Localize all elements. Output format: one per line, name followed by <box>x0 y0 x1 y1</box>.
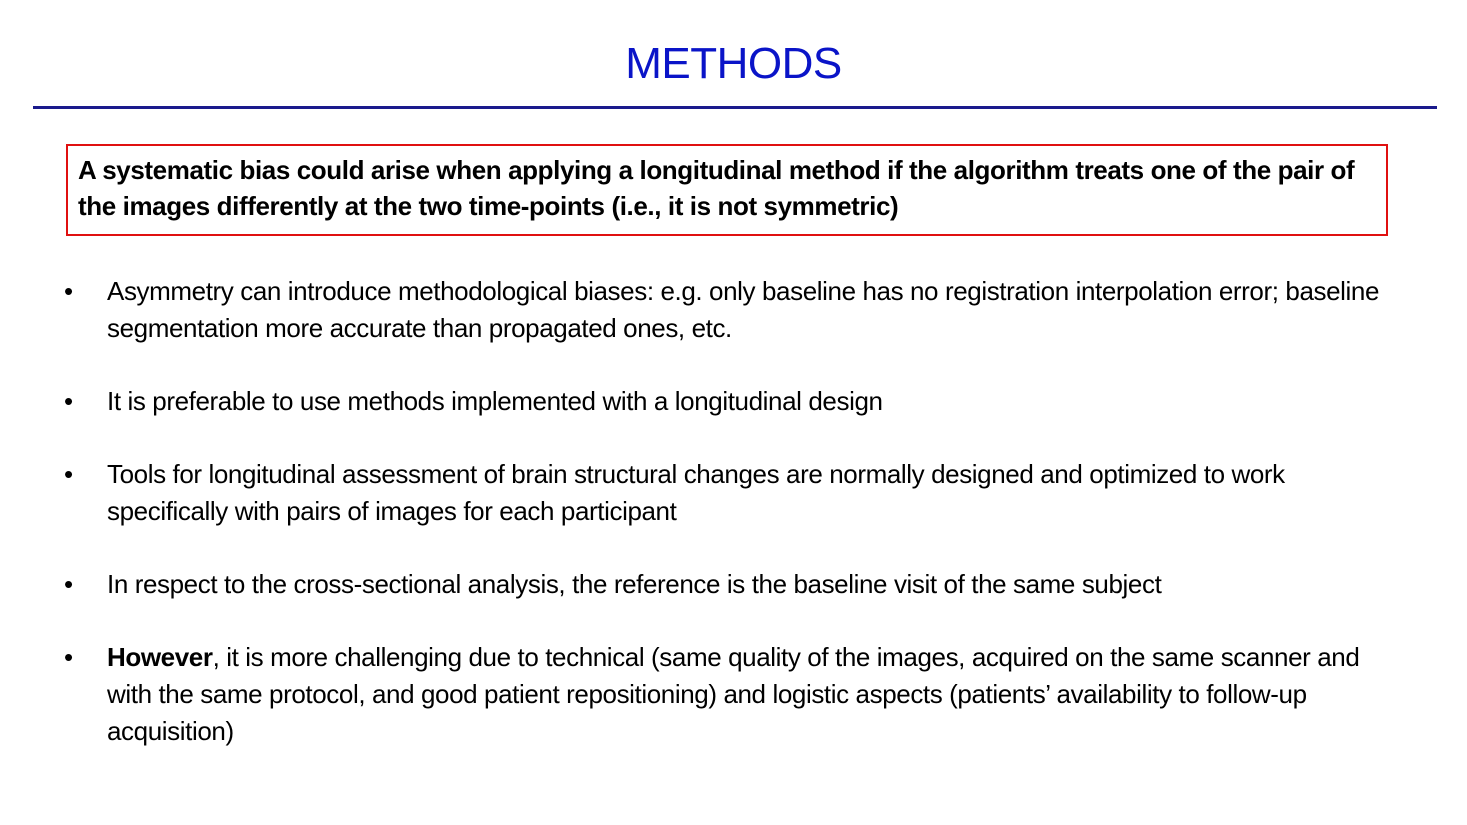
list-item <box>62 456 1382 530</box>
bullet-list <box>62 273 1382 786</box>
slide-title: METHODS <box>625 39 842 88</box>
list-item <box>62 639 1382 750</box>
bullet-icon: • <box>64 459 73 489</box>
list-item <box>62 566 1382 603</box>
bullet-text: Tools for longitudinal assessment of brain structural changes are normally designed and optimized to work specifically with pairs of images for each participant <box>107 459 1285 526</box>
title-divider <box>33 106 1437 109</box>
bullet-icon: • <box>64 569 73 599</box>
highlight-callout-box: A systematic bias could arise when applying a longitudinal method if the algorithm treats one of the pair of the images differently at the two time-points (i.e., it is not symmetric) <box>66 144 1388 236</box>
list-item <box>62 273 1382 347</box>
bullet-text: In respect to the cross-sectional analysis, the reference is the baseline visit of the same subject <box>107 569 1162 599</box>
bullet-text: Asymmetry can introduce methodological biases: e.g. only baseline has no registration interpolation error; baseline segmentation more accurate than propagated ones, etc. <box>107 276 1380 343</box>
bullet-icon: • <box>64 386 73 416</box>
bullet-icon: • <box>64 642 73 672</box>
bullet-text: , it is more challenging due to technical (same quality of the images, acquired on the same scanner and with the same protocol, and good patient repositioning) and logistic aspects (patients’ availability to follow-up acquisition) <box>107 642 1360 746</box>
bullet-icon: • <box>64 276 73 306</box>
bullet-text: It is preferable to use methods implemented with a longitudinal design <box>107 386 883 416</box>
list-item <box>62 383 1382 420</box>
bullet-bold-lead: However <box>107 642 213 672</box>
